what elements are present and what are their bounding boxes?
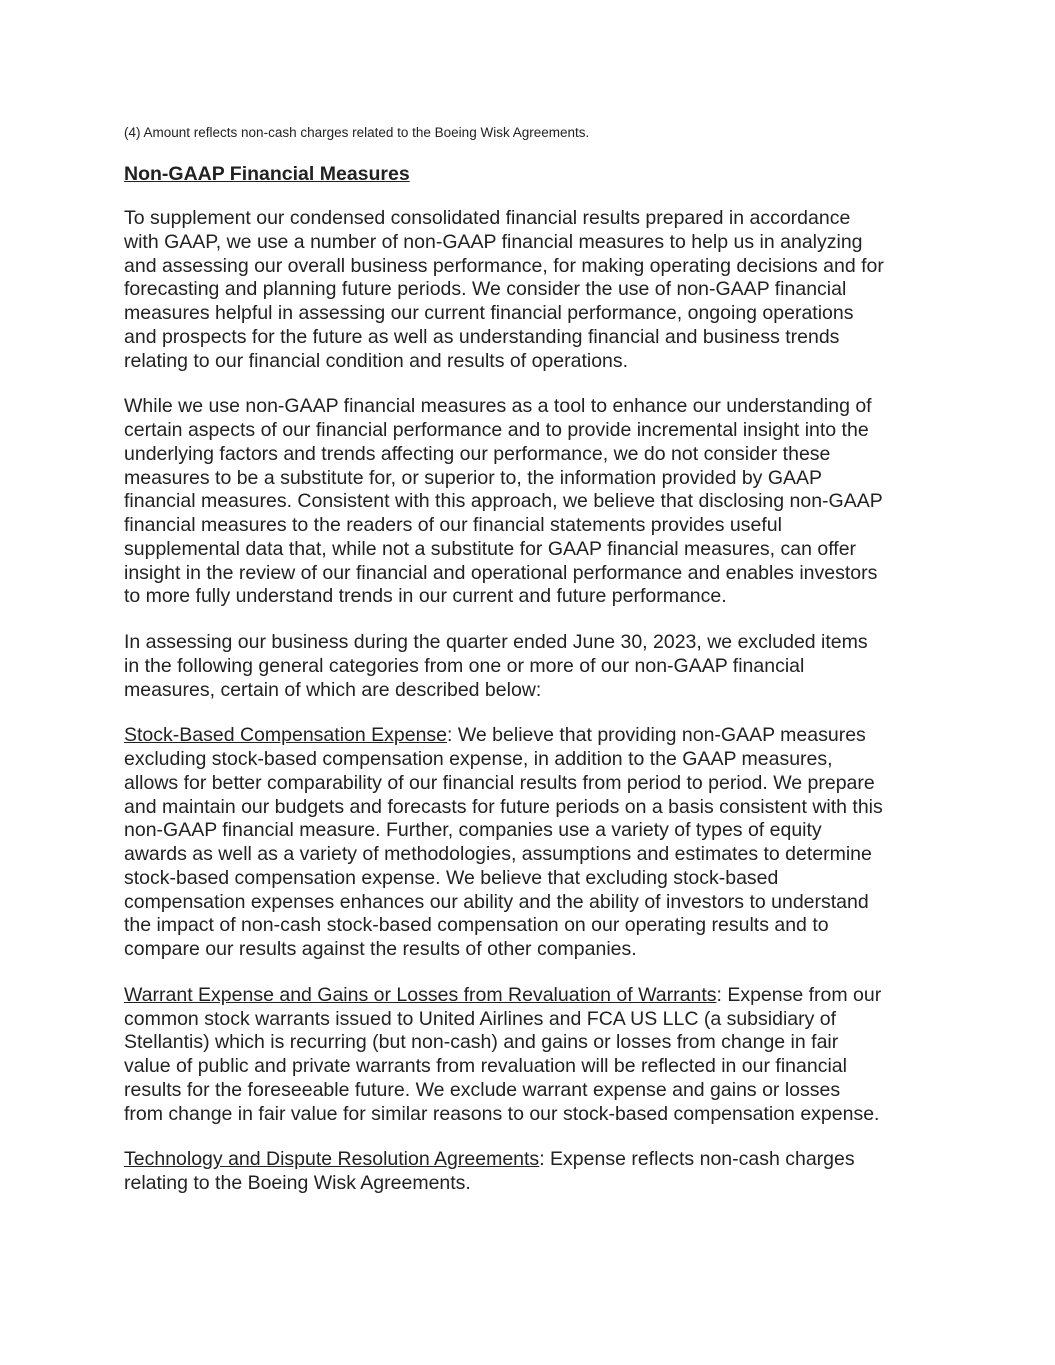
paragraph-line: to more fully understand trends in our current and future performance.	[124, 585, 727, 608]
paragraph-line: common stock warrants issued to United Airlines and FCA US LLC (a subsidiary of	[124, 1007, 837, 1030]
paragraph-line: non-GAAP financial measure. Further, companies use a variety of types of equity	[124, 819, 822, 842]
paragraph-line: While we use non-GAAP financial measures as a tool to enhance our understanding of	[124, 395, 872, 418]
paragraph-line	[124, 724, 884, 748]
paragraph-line: forecasting and planning future periods. We consider the use of non-GAAP financial	[124, 278, 847, 301]
paragraph	[124, 631, 884, 702]
paragraph-line: insight in the review of our financial and operational performance and enables investors	[124, 561, 878, 584]
paragraph-line: measures helpful in assessing our current financial performance, ongoing operations	[124, 302, 854, 324]
paragraph-line: certain aspects of our financial performance and to provide incremental insight into the	[124, 419, 869, 441]
footnote: (4) Amount reflects non-cash charges related to the Boeing Wisk Agreements.	[124, 125, 590, 140]
paragraph-line: and assessing our overall business performance, for making operating decisions and for	[124, 254, 884, 277]
definition-paragraph	[124, 1148, 884, 1196]
paragraph-line: financial measures to the readers of our financial statements provides useful	[124, 514, 782, 536]
paragraph-line: relating to our financial condition and results of operations.	[124, 349, 629, 372]
paragraph-line: with GAAP, we use a number of non-GAAP financial measures to help us in analyzing	[124, 230, 863, 253]
paragraph-line: To supplement our condensed consolidated financial results prepared in accordance	[124, 207, 851, 229]
paragraph-line: relating to the Boeing Wisk Agreements.	[124, 1172, 471, 1194]
paragraph-line	[124, 984, 884, 1008]
paragraph-line: compensation expenses enhances our ability and the ability of investors to understand	[124, 890, 869, 913]
definition-text: : Expense from our	[716, 983, 882, 1006]
definition-term: Warrant Expense and Gains or Losses from Revaluation of Warrants	[124, 983, 717, 1006]
paragraph-line: allows for better comparability of our financial results from period to period. We prepare	[124, 771, 875, 794]
definition-paragraph	[124, 724, 884, 962]
section-heading: Non-GAAP Financial Measures	[124, 163, 410, 185]
paragraph-line: and maintain our budgets and forecasts for future periods on a basis consistent with this	[124, 795, 883, 818]
definition-text: : Expense reflects non-cash charges	[539, 1148, 855, 1171]
paragraph	[124, 395, 884, 609]
paragraph-line: measures, certain of which are described below:	[124, 678, 542, 701]
paragraph-line: compare our results against the results of other companies.	[124, 938, 637, 960]
paragraph-line: measures to be a substitute for, or superior to, the information provided by GAAP	[124, 466, 823, 489]
paragraph-line	[124, 1148, 884, 1172]
paragraph-line: financial measures. Consistent with this approach, we believe that disclosing non-GAAP	[124, 490, 883, 513]
paragraph-line: results for the foreseeable future. We exclude warrant expense and gains or losses	[124, 1078, 841, 1101]
paragraph	[124, 207, 884, 373]
paragraph-line: value of public and private warrants from revaluation will be reflected in our financial	[124, 1055, 847, 1077]
paragraph-line: excluding stock-based compensation expense, in addition to the GAAP measures,	[124, 748, 833, 770]
paragraph-line: In assessing our business during the quarter ended June 30, 2023, we excluded items	[124, 631, 868, 653]
paragraph-line: supplemental data that, while not a substitute for GAAP financial measures, can offer	[124, 537, 857, 560]
definition-term: Stock-Based Compensation Expense	[124, 724, 448, 747]
definition-text: : We believe that providing non-GAAP measures	[447, 724, 866, 747]
paragraph-line: stock-based compensation expense. We believe that excluding stock-based	[124, 866, 779, 889]
paragraph-line: in the following general categories from one or more of our non-GAAP financial	[124, 654, 805, 677]
paragraph-line: awards as well as a variety of methodologies, assumptions and estimates to determine	[124, 843, 872, 865]
paragraph-line: Stellantis) which is recurring (but non-cash) and gains or losses from change in fair	[124, 1031, 839, 1054]
definition-term: Technology and Dispute Resolution Agreements	[124, 1148, 540, 1171]
document-body	[124, 207, 884, 1218]
definition-paragraph	[124, 984, 884, 1127]
paragraph-line: underlying factors and trends affecting our performance, we do not consider these	[124, 442, 831, 465]
paragraph-line: the impact of non-cash stock-based compensation on our operating results and to	[124, 914, 829, 937]
paragraph-line: and prospects for the future as well as understanding financial and business trends	[124, 325, 840, 348]
paragraph-line: from change in fair value for similar reasons to our stock-based compensation expense.	[124, 1102, 880, 1125]
